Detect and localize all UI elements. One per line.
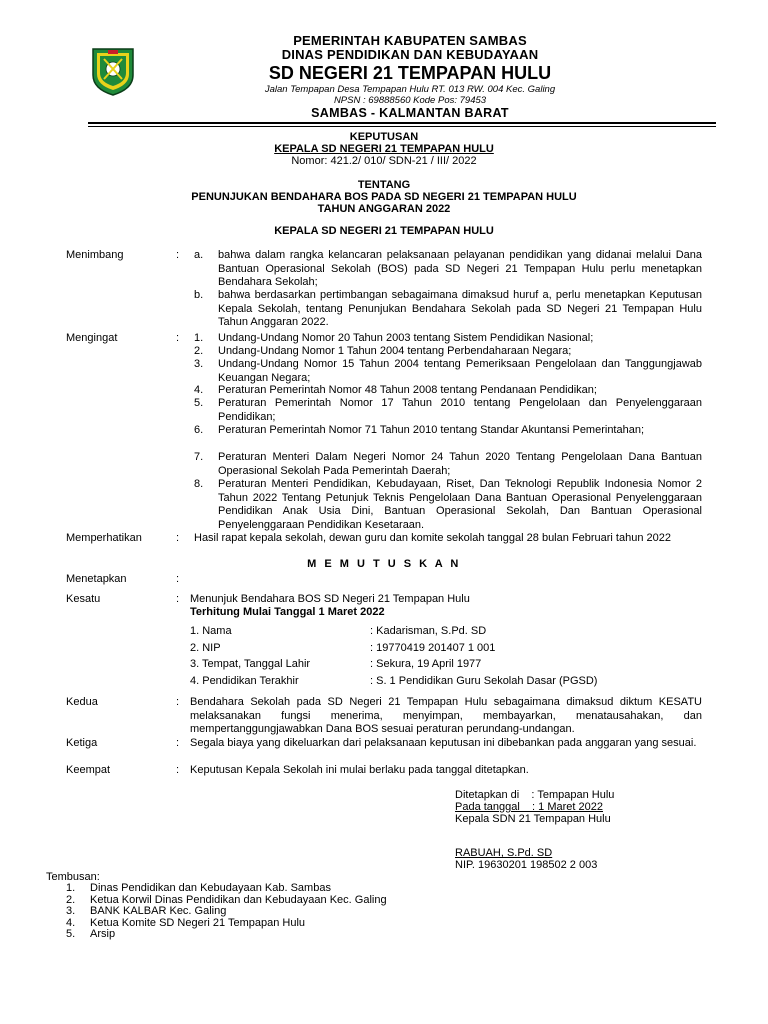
list-item-text: Dinas Pendidikan dan Kebudayaan Kab. Sambas (90, 882, 331, 894)
list-item (66, 883, 387, 895)
detail-value-nip: : 19770419 201407 1 001 (370, 642, 496, 654)
list-item-number: 2. (66, 893, 76, 906)
list-item-text: BANK KALBAR Kec. Galing (90, 905, 227, 917)
letterhead-government: PEMERINTAH KABUPATEN SAMBAS (293, 33, 527, 48)
mengingat-item-text: Undang-Undang Nomor 15 Tahun 2004 tentang Pemeriksaan Pengelolaan dan Tanggungjawab Keuangan Negara; (218, 358, 702, 384)
sambas-regency-emblem-icon (90, 45, 136, 97)
mengingat-item-number: 5. (194, 397, 204, 409)
list-item-number: 3. (66, 905, 76, 917)
menetapkan-label: Menetapkan (66, 573, 127, 585)
kedua-text: Bendahara Sekolah pada SD Negeri 21 Tempapan Hulu sebagaimana dimaksud diktum KESATU melaksanakan fungsi menerima, menyimpan, membayarkan, menatausahakan, dan mempertanggungjawabkan Dana BOS sesuai peraturan perundang-undangan. (190, 696, 702, 735)
mengingat-item-number: 1. (194, 332, 204, 344)
kesatu-line-2: Terhitung Mulai Tanggal 1 Maret 2022 (190, 606, 385, 618)
letterhead-divider-thin (88, 126, 716, 127)
letterhead-divider-thick (88, 122, 716, 124)
detail-value-pendidikan: : S. 1 Pendidikan Guru Sekolah Dasar (PGSD) (370, 675, 598, 687)
list-item-number: 5. (66, 928, 76, 940)
keempat-text: Keputusan Kepala Sekolah ini mulai berlaku pada tanggal ditetapkan. (190, 764, 529, 776)
letterhead (150, 34, 670, 121)
kesatu-colon: : (176, 593, 180, 605)
menimbang-label: Menimbang (66, 249, 124, 261)
list-item (66, 929, 387, 941)
ketiga-label: Ketiga (66, 737, 98, 749)
subject-line-1: PENUNJUKAN BENDAHARA BOS PADA SD NEGERI 21 TEMPAPAN HULU (191, 191, 577, 203)
signature-date: Pada tanggal : 1 Maret 2022 (455, 801, 603, 813)
issuer-heading: KEPALA SD NEGERI 21 TEMPAPAN HULU (274, 225, 494, 237)
letterhead-npsn: NPSN : 69888560 Kode Pos: 79453 (333, 95, 487, 106)
mengingat-item-text: Undang-Undang Nomor 20 Tahun 2003 tentang Sistem Pendidikan Nasional; (218, 332, 594, 344)
menimbang-item-b-text: bahwa berdasarkan pertimbangan sebagaimana dimaksud huruf a, perlu menetapkan Keputusan Kepala Sekolah, tentang Penunjukan Bendahara Sekolah pada SD Negeri 21 Tempapan Hulu Tahun Anggaran 2022. (218, 289, 702, 328)
mengingat-colon: : (176, 332, 180, 344)
mengingat-item-text: Peraturan Menteri Pendidikan, Kebudayaan, Riset, Dan Teknologi Republik Indonesia Nomor 2 Tahun 2022 Tentang Petunjuk Teknis Pengelolaan Dana Bantuan Operasional Penyelenggaraan Pendidikan Anak Usia Dini, Bantuan Operasional Sekolah, Dan Bantuan Operasional Penyelenggaraan Pendidikan Kesetaraan. (218, 478, 702, 531)
detail-value-ttl: : Sekura, 19 April 1977 (370, 658, 482, 670)
ketiga-colon: : (176, 737, 180, 749)
signatory-name: RABUAH, S.Pd. SD (455, 847, 553, 859)
doc-type-title: KEPUTUSAN (349, 131, 419, 143)
list-item-number: 1. (66, 882, 76, 894)
menetapkan-colon: : (176, 573, 180, 585)
mengingat-item-text: Undang-Undang Nomor 1 Tahun 2004 tentang Perbendaharaan Negara; (218, 345, 572, 357)
mengingat-item-number: 7. (194, 451, 204, 463)
menimbang-item-a-text: bahwa dalam rangka kelancaran pelaksanaan pelayanan pendidikan yang didanai melalui Dana Bantuan Operasional Sekolah (BOS) pada SD Negeri 21 Tempapan Hulu perlu menetapkan Bendahara Sekolah; (218, 249, 702, 288)
list-item-text: Ketua Komite SD Negeri 21 Tempapan Hulu (90, 916, 306, 929)
mengingat-item-text: Peraturan Menteri Dalam Negeri Nomor 24 Tahun 2020 Tentang Pengelolaan Dana Bantuan Operasional Sekolah Pada Pemerintah Daerah; (218, 451, 702, 477)
detail-value-nama: : Kadarisman, S.Pd. SD (370, 625, 487, 637)
kesatu-line-1: Menunjuk Bendahara BOS SD Negeri 21 Tempapan Hulu (190, 593, 470, 605)
detail-label-ttl: 3. Tempat, Tanggal Lahir (190, 658, 311, 670)
mengingat-item-number: 2. (194, 345, 204, 357)
decree-number: Nomor: 421.2/ 010/ SDN-21 / III/ 2022 (291, 155, 477, 167)
list-item-text: Arsip (90, 928, 116, 940)
detail-label-nip: 2. NIP (190, 642, 221, 654)
detail-label-nama: 1. Nama (190, 625, 232, 637)
memperhatikan-label: Memperhatikan (66, 532, 142, 544)
keempat-colon: : (176, 764, 180, 776)
letterhead-department: DINAS PENDIDIKAN DAN KEBUDAYAAN (281, 47, 539, 62)
kesatu-label: Kesatu (66, 593, 101, 605)
kedua-colon: : (176, 696, 180, 708)
memutuskan-heading: M E M U T U S K A N (307, 558, 461, 570)
detail-label-pendidikan: 4. Pendidikan Terakhir (190, 675, 299, 687)
menimbang-item-a-number: a. (194, 249, 204, 261)
mengingat-item-number: 3. (194, 358, 204, 370)
issuer-title: KEPALA SD NEGERI 21 TEMPAPAN HULU (274, 143, 494, 155)
mengingat-label: Mengingat (66, 332, 118, 344)
list-item-number: 4. (66, 916, 76, 929)
signature-place: Ditetapkan di : Tempapan Hulu (455, 789, 615, 801)
kedua-label: Kedua (66, 696, 98, 708)
subject-line-2: TAHUN ANGGARAN 2022 (317, 203, 451, 215)
list-item (66, 906, 387, 918)
list-item-text: Ketua Korwil Dinas Pendidikan dan Kebudayaan Kec. Galing (90, 893, 387, 906)
menimbang-colon: : (176, 249, 180, 261)
signature-position: Kepala SDN 21 Tempapan Hulu (455, 813, 611, 825)
mengingat-item-number: 6. (194, 424, 204, 436)
memperhatikan-text: Hasil rapat kepala sekolah, dewan guru dan komite sekolah tanggal 28 bulan Februari tahun 2022 (194, 532, 671, 544)
about-heading: TENTANG (357, 179, 411, 191)
letterhead-address: Jalan Tempapan Desa Tempapan Hulu RT. 013 RW. 004 Kec. Galing (264, 84, 556, 95)
tembusan-list (66, 883, 387, 941)
mengingat-item-number: 4. (194, 384, 204, 396)
signatory-nip: NIP. 19630201 198502 2 003 (455, 859, 598, 871)
menimbang-item-b-number: b. (194, 289, 204, 301)
letterhead-school-name: SD NEGERI 21 TEMPAPAN HULU (268, 63, 552, 83)
mengingat-item-number: 8. (194, 478, 204, 490)
mengingat-item-text: Peraturan Pemerintah Nomor 71 Tahun 2010 tentang Standar Akuntansi Pemerintahan; (218, 424, 645, 436)
ketiga-text: Segala biaya yang dikeluarkan dari pelaksanaan keputusan ini dibebankan pada anggaran yang sesuai. (190, 737, 697, 749)
memperhatikan-colon: : (176, 532, 180, 544)
letterhead-region: SAMBAS - KALMANTAN BARAT (311, 106, 509, 120)
mengingat-item-text: Peraturan Pemerintah Nomor 48 Tahun 2008 tentang Pendanaan Pendidikan; (218, 384, 597, 396)
mengingat-item-text: Peraturan Pemerintah Nomor 17 Tahun 2010 tentang Pengelolaan dan Penyelenggaraan Pendidikan; (218, 397, 702, 423)
tembusan-label: Tembusan: (46, 871, 100, 883)
keempat-label: Keempat (66, 764, 111, 776)
